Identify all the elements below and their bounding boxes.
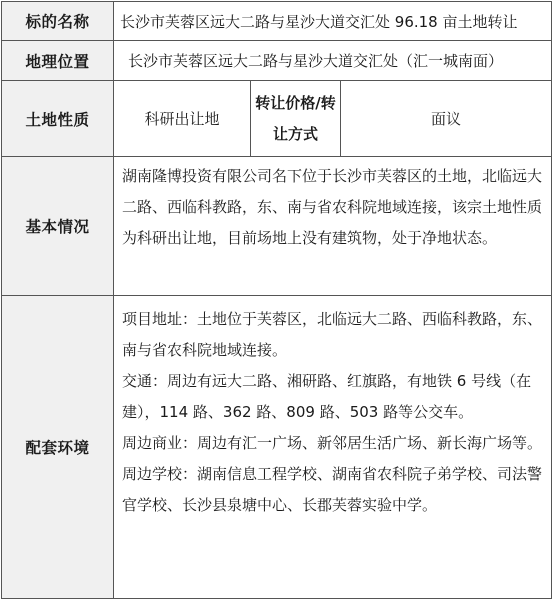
label-price-method-line1: 转让价格/转: [255, 93, 336, 112]
env-traffic: 交通：周边有远大二路、湘研路、红旗路，有地铁 6 号线（在建），114 路、362 路、809 路、503 路等公交车。: [122, 372, 532, 421]
label-name: 标的名称: [2, 2, 114, 41]
label-land-nature: 土地性质: [2, 81, 114, 157]
value-name: 长沙市芙蓉区远大二路与星沙大道交汇处 96.18 亩土地转让: [114, 2, 552, 41]
label-price-method: [251, 81, 341, 157]
row-environment: [2, 296, 552, 599]
value-land-nature: 科研出让地: [114, 81, 251, 157]
env-project-address: 项目地址：土地位于芙蓉区，北临远大二路、西临科教路，东、南与省农科院地域连接。: [122, 310, 543, 359]
label-price-method-line2: 让方式: [272, 124, 318, 143]
land-info-table: [1, 1, 552, 599]
label-basic: 基本情况: [2, 157, 114, 296]
env-schools: 周边学校：湖南信息工程学校、湖南省农科院子弟学校、司法警官学校、长沙县泉塘中心、长郡芙蓉实验中学。: [122, 465, 543, 514]
row-location: [2, 41, 552, 81]
label-environment: 配套环境: [2, 296, 114, 599]
row-name: [2, 2, 552, 41]
value-price-method: 面议: [341, 81, 552, 157]
env-commerce: 周边商业：周边有汇一广场、新邻居生活广场、新长海广场等。: [122, 434, 543, 452]
row-basic: [2, 157, 552, 296]
basic-text: 湖南隆博投资有限公司名下位于长沙市芙蓉区的土地，北临远大二路、西临科教路，东、南与省农科院地域连接，该宗土地性质为科研出让地，目前场地上没有建筑物，处于净地状态。: [122, 167, 543, 247]
row-land-nature: [2, 81, 552, 157]
label-location: 地理位置: [2, 41, 114, 81]
value-basic: [114, 157, 552, 296]
value-environment: [114, 296, 552, 599]
value-location: 长沙市芙蓉区远大二路与星沙大道交汇处（汇一城南面）: [114, 41, 552, 81]
